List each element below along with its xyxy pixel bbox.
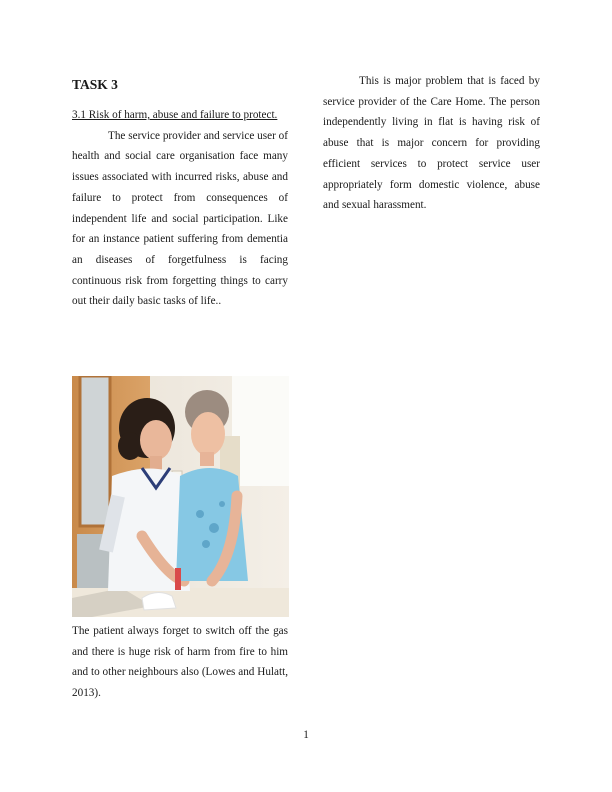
left-column xyxy=(72,74,288,312)
care-photo xyxy=(72,376,289,617)
caption-text: The patient always forget to switch off the gas and there is huge risk of harm from fire to him and to other neighbours also (Lowes and Hulatt, 2013). xyxy=(72,625,288,700)
page-number: 1 xyxy=(303,729,309,741)
image-caption xyxy=(72,621,288,704)
right-column xyxy=(323,71,540,216)
left-body-paragraph: The service provider and service user of health and social care organisation face many issues associated with incurred risks, abuse and failure to protect from consequences of independent life and social participation. Like for an instance patient suffering from dementia an diseases of forgetfulness is facing continuous risk from forgetting things to carry out their daily basic tasks of life.. xyxy=(72,129,288,308)
task-heading: TASK 3 xyxy=(72,77,118,92)
right-body-paragraph: This is major problem that is faced by service provider of the Care Home. The person independently living in flat is having risk of abuse that is major concern for providing efficient services to protect service user appropriately form domestic violence, abuse and sexual harassment. xyxy=(323,75,540,212)
section-subheading: 3.1 Risk of harm, abuse and failure to protect. xyxy=(72,109,278,121)
